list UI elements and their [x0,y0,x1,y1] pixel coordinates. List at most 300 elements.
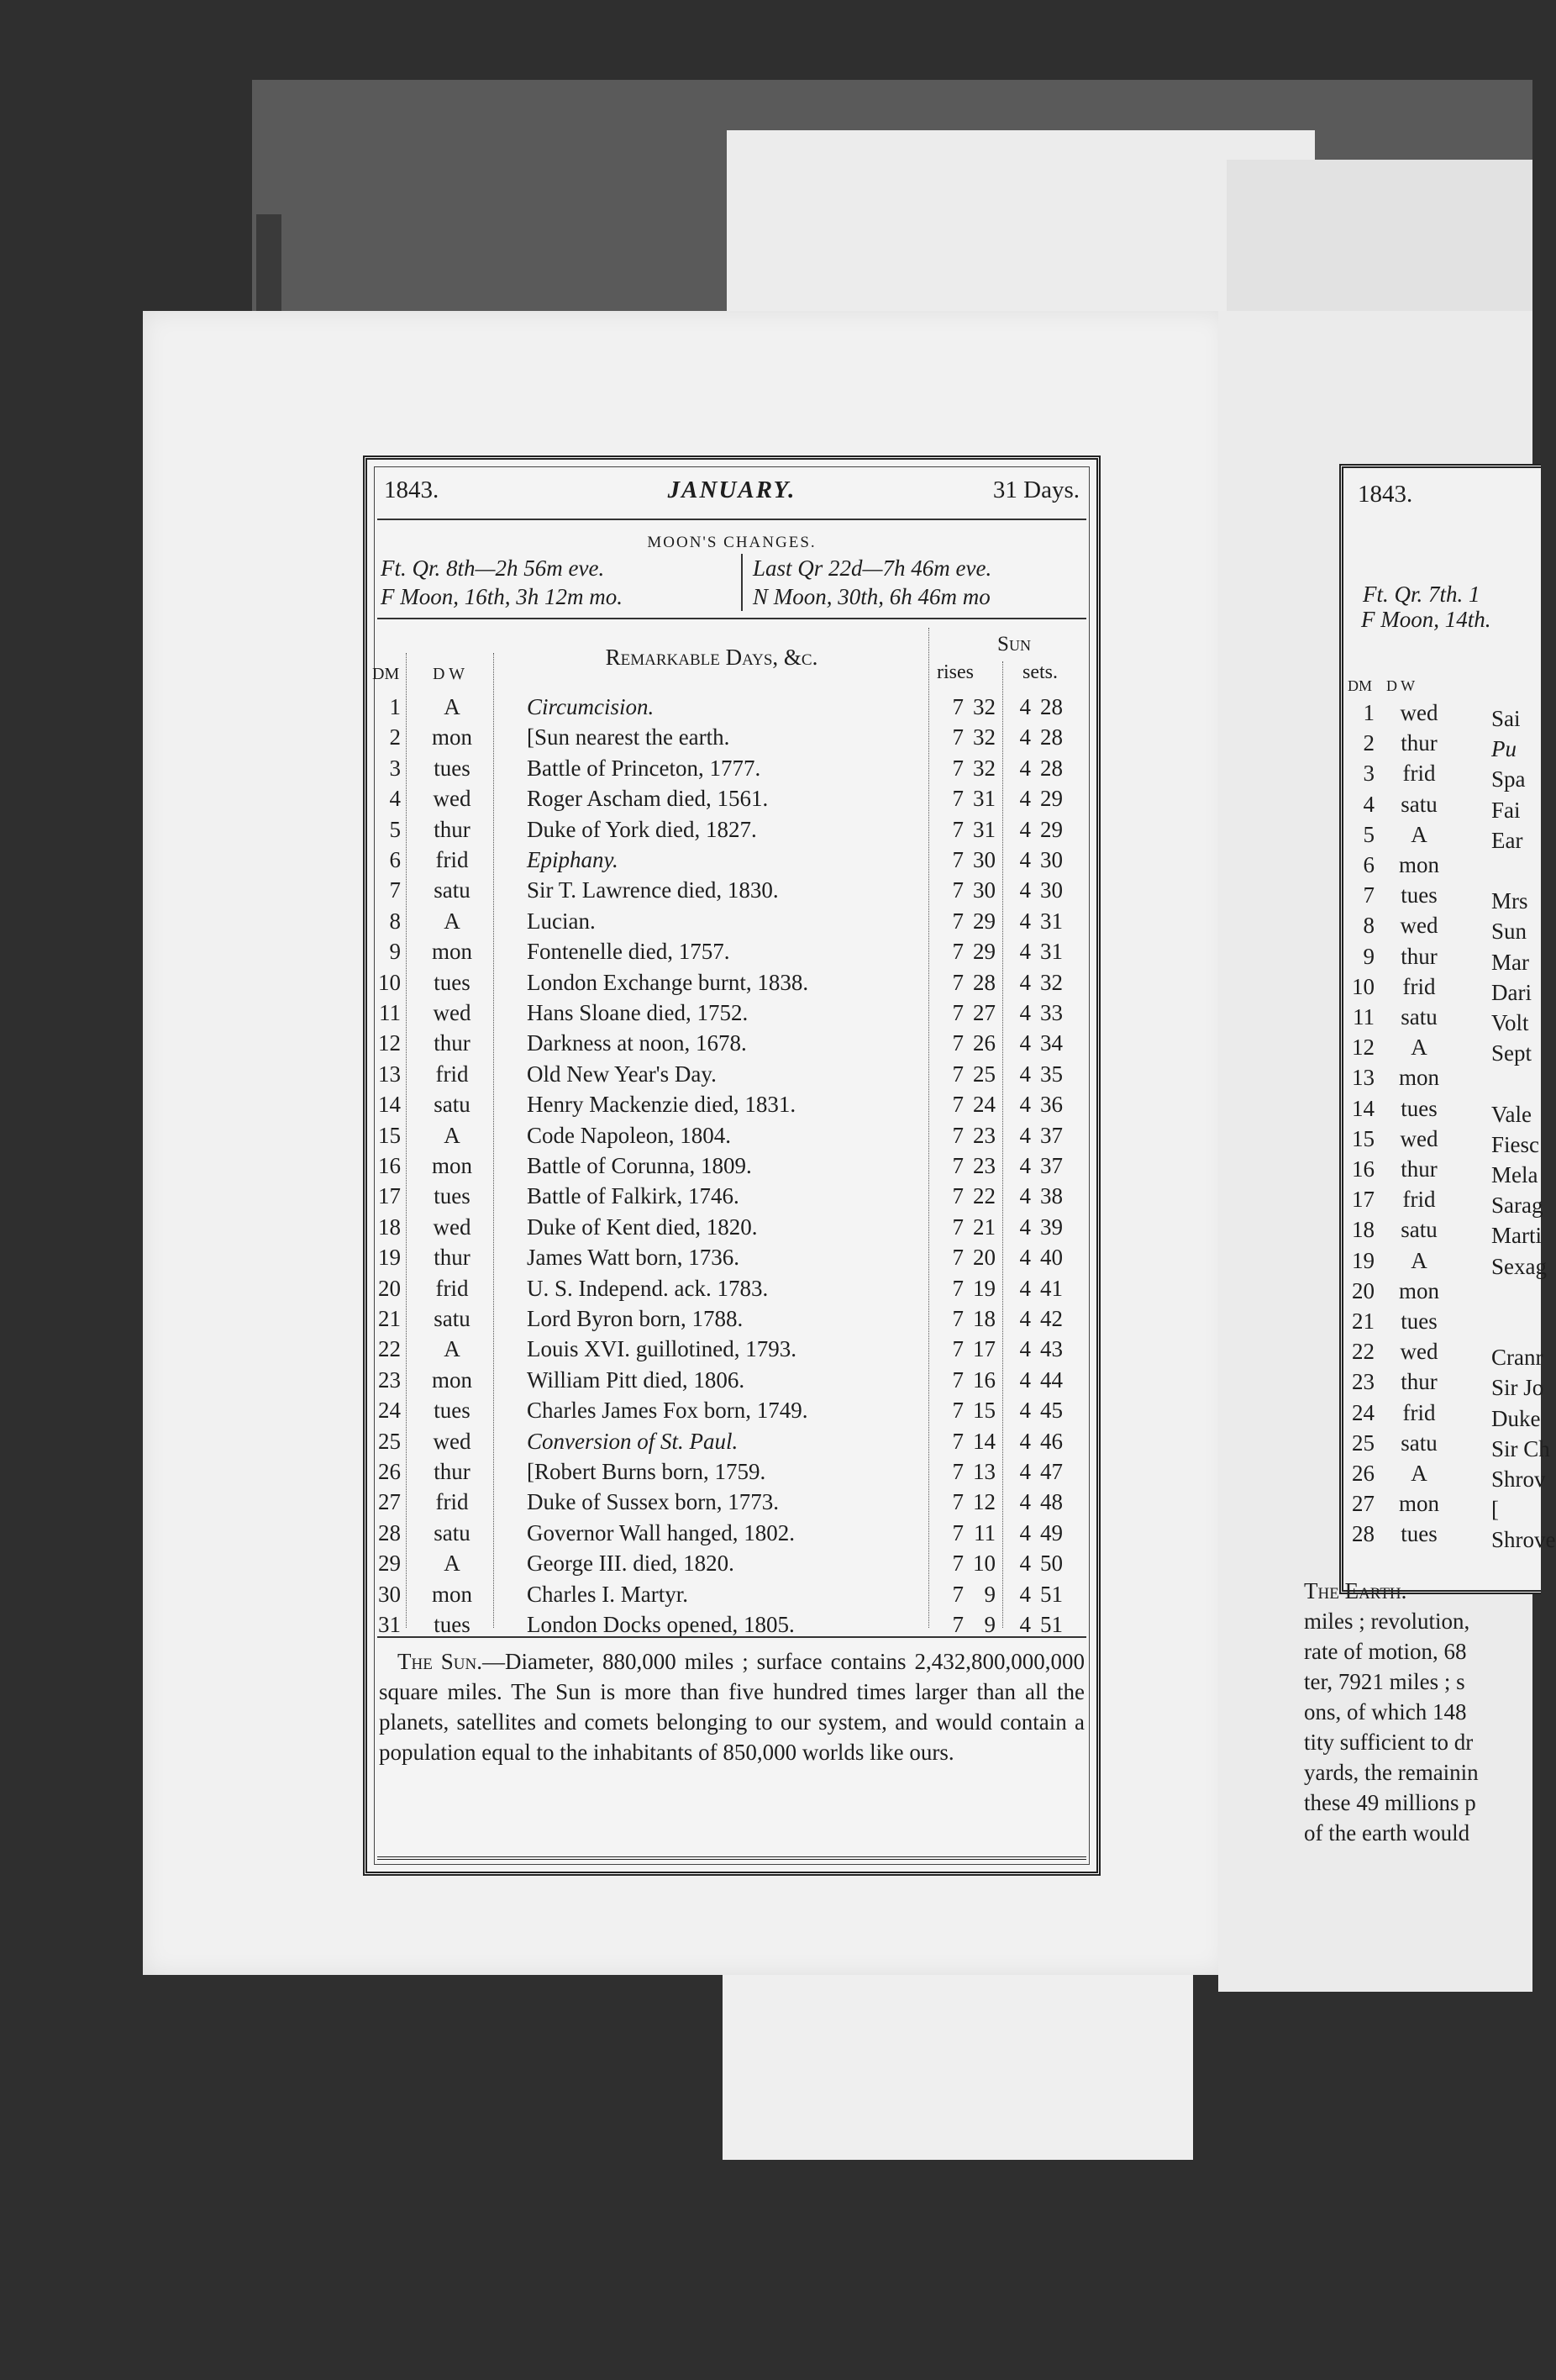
sun-sets-hour: 4 [1019,1061,1031,1087]
day-of-week: wed [433,1214,471,1240]
table-row [367,1426,1090,1456]
day-of-week: thur [1401,943,1438,969]
table-row [367,936,1090,966]
sun-rises-minute: 29 [973,939,996,965]
day-of-month: 20 [378,1275,401,1301]
right-col-head-dm: DM [1348,677,1373,694]
table-row [367,967,1090,998]
day-of-month: 5 [1363,821,1375,847]
sun-rises-minute: 9 [984,1612,996,1637]
day-of-month: 23 [1352,1369,1375,1395]
sun-rises-hour: 7 [952,1275,964,1301]
remarkable-day: Sarag [1491,1193,1543,1219]
right-moon-first-quarter: Ft. Qr. 7th. 1 [1363,582,1480,607]
sun-rises-minute: 23 [973,1122,996,1148]
day-of-week: thur [434,1030,470,1056]
table-row [367,1334,1090,1364]
day-of-week: satu [434,1306,470,1331]
remarkable-day: Dari [1491,979,1532,1005]
earth-note-line: ter, 7921 miles ; s [1304,1669,1465,1694]
sun-rises-hour: 7 [952,1336,964,1362]
table-row [367,1303,1090,1334]
remarkable-day: Battle of Corunna, 1809. [527,1153,752,1178]
sun-sets-minute: 28 [1040,724,1063,750]
earth-note-line: of the earth would [1304,1820,1470,1846]
sun-sets-hour: 4 [1019,1428,1031,1454]
sun-rises-hour: 7 [952,939,964,965]
sun-sets-hour: 4 [1019,786,1031,812]
sun-sets-minute: 47 [1040,1459,1063,1484]
day-of-month: 19 [378,1245,401,1271]
remarkable-day: Lord Byron born, 1788. [527,1306,744,1331]
sun-sets-hour: 4 [1019,1306,1031,1331]
right-moon-full: F Moon, 14th. [1361,607,1491,632]
sun-sets-minute: 28 [1040,755,1063,781]
sun-rises-minute: 14 [973,1428,996,1454]
sun-sets-minute: 31 [1040,939,1063,965]
table-row [367,1395,1090,1425]
sun-rises-hour: 7 [952,1061,964,1087]
sun-rises-minute: 21 [973,1214,996,1240]
sun-sets-minute: 44 [1040,1366,1063,1393]
day-of-week: A [444,1336,460,1362]
remarkable-day: Sir T. Lawrence died, 1830. [527,877,779,903]
day-of-month: 1 [1363,700,1375,725]
day-of-month: 25 [378,1428,401,1454]
binding-tab [256,214,281,315]
moon-changes-left [381,554,733,611]
table-row [367,845,1090,875]
day-of-month: 6 [389,847,401,872]
day-of-month: 29 [378,1551,401,1577]
sun-rises-minute: 11 [974,1519,996,1545]
day-of-week: frid [435,1275,469,1301]
sun-rises-hour: 7 [952,1214,964,1240]
day-of-week: frid [1402,973,1436,999]
table-row [367,1181,1090,1211]
sun-sets-hour: 4 [1019,877,1031,903]
table-row [367,1609,1090,1640]
table-row [367,1059,1090,1089]
remarkable-day: Cranr [1491,1345,1543,1371]
sun-rises-hour: 7 [952,1153,964,1178]
day-of-month: 4 [1363,791,1375,817]
day-of-week: satu [1401,1004,1438,1029]
table-row [367,1518,1090,1548]
col-head-dm: DM [372,665,400,683]
sun-sets-hour: 4 [1019,969,1031,995]
sun-rises-minute: 29 [973,908,996,934]
day-of-week: frid [1402,1399,1436,1425]
day-of-month: 13 [1352,1065,1375,1091]
col-head-rises: rises [937,661,974,683]
earth-note-line: The Earth.— [1304,1578,1430,1603]
sun-sets-minute: 43 [1040,1336,1063,1362]
day-of-week: satu [434,1519,470,1545]
remarkable-day: Roger Ascham died, 1561. [527,786,769,812]
day-of-week: tues [434,1398,470,1424]
day-of-month: 3 [1363,761,1375,787]
remarkable-day: Lucian. [527,908,596,934]
day-of-month: 31 [378,1612,401,1637]
remarkable-day: Charles I. Martyr. [527,1581,688,1607]
sun-rises-minute: 30 [973,847,996,872]
day-of-week: frid [1402,1187,1436,1213]
day-of-week: mon [431,1581,472,1607]
day-of-month: 21 [1352,1308,1375,1334]
remarkable-day: James Watt born, 1736. [527,1245,740,1271]
remarkable-day: Marti [1491,1223,1542,1249]
sun-sets-minute: 41 [1040,1275,1063,1301]
sun-sets-hour: 4 [1019,1245,1031,1271]
sun-rises-hour: 7 [952,1459,964,1484]
sun-rises-hour: 7 [952,1122,964,1148]
table-row [367,753,1090,783]
day-of-month: 27 [378,1489,401,1515]
sun-sets-minute: 30 [1040,847,1063,872]
remarkable-day: Darkness at noon, 1678. [527,1030,747,1056]
sun-sets-minute: 51 [1040,1612,1063,1637]
sun-rises-hour: 7 [952,877,964,903]
sun-sets-minute: 35 [1040,1061,1063,1087]
remarkable-day: Henry Mackenzie died, 1831. [527,1092,796,1118]
sun-rises-minute: 22 [973,1183,996,1209]
sun-rises-hour: 7 [952,1519,964,1545]
sun-sets-minute: 48 [1040,1489,1063,1515]
day-of-week: wed [1400,700,1438,725]
sun-rises-hour: 7 [952,1489,964,1515]
day-of-month: 14 [378,1092,401,1118]
remarkable-day: Epiphany. [527,847,618,872]
day-of-month: 18 [378,1214,401,1240]
day-of-week: wed [1400,913,1438,939]
day-of-month: 6 [1363,852,1375,877]
almanac-frame-january [363,455,1101,1876]
day-of-week: thur [1401,730,1438,756]
day-of-month: 7 [1363,882,1375,908]
sun-sets-hour: 4 [1019,1519,1031,1545]
sun-rises-minute: 24 [973,1092,996,1118]
day-of-week: A [444,908,460,934]
sun-rises-minute: 19 [973,1275,996,1301]
sun-rises-minute: 30 [973,877,996,903]
table-row [367,998,1090,1028]
sun-rises-hour: 7 [952,908,964,934]
moon-new: N Moon, 30th, 6h 46m mo [753,584,991,609]
sun-rises-minute: 32 [973,724,996,750]
day-of-week: mon [1398,852,1439,877]
table-row [367,1548,1090,1578]
table-row [367,1487,1090,1517]
sun-rises-hour: 7 [952,1306,964,1331]
sun-sets-hour: 4 [1019,1581,1031,1607]
right-year-label: 1843. [1358,481,1413,508]
sun-sets-hour: 4 [1019,1030,1031,1056]
sun-rises-minute: 32 [973,694,996,719]
sun-note-text: —Diameter, 880,000 miles ; surface contains 2,432,800,000,000 square miles. The Sun is more than five hundred times larger than all the planets, satellites and comets belonging to our system, and would contain a population equal to the inhabitants of 850,000 worlds like ours. [379,1649,1085,1765]
table-row [367,1212,1090,1242]
day-of-week: tues [434,1183,470,1209]
right-col-head-dw: D W [1386,677,1416,694]
sun-sets-minute: 45 [1040,1398,1063,1424]
day-of-month: 2 [389,724,401,750]
day-of-month: 24 [1352,1399,1375,1425]
table-row [367,1151,1090,1181]
day-of-month: 11 [379,1000,401,1025]
remarkable-day: Duke of Sussex born, 1773. [527,1489,779,1515]
remarkable-day: Governor Wall hanged, 1802. [527,1519,796,1545]
day-of-week: A [444,1122,460,1148]
day-of-week: thur [434,1459,470,1484]
day-of-week: mon [431,1366,472,1393]
remarkable-day: Fontenelle died, 1757. [527,939,730,965]
sun-rises-hour: 7 [952,724,964,750]
day-of-week: A [1411,1035,1427,1061]
moon-changes-right [741,554,1097,611]
remarkable-day: Mela [1491,1162,1538,1187]
day-of-month: 17 [378,1183,401,1209]
remarkable-day: Louis XVI. guillotined, 1793. [527,1336,796,1362]
sun-rises-minute: 10 [973,1551,996,1577]
sun-sets-minute: 31 [1040,908,1063,934]
moon-rule [377,618,1086,619]
remarkable-day: [Sun nearest the earth. [527,724,730,750]
day-of-week: satu [1401,791,1438,817]
sun-sets-minute: 29 [1040,816,1063,842]
sun-rises-minute: 32 [973,755,996,781]
day-of-month: 22 [1352,1339,1375,1365]
day-of-week: wed [433,1000,471,1025]
day-of-month: 22 [378,1336,401,1362]
table-row [367,906,1090,936]
sun-sets-minute: 32 [1040,969,1063,995]
month-title: JANUARY. [667,477,796,503]
day-of-week: satu [1401,1430,1438,1456]
table-bottom-rule [377,1636,1086,1638]
sun-sets-hour: 4 [1019,1551,1031,1577]
days-count: 31 Days. [992,477,1080,503]
day-of-week: mon [431,724,472,750]
remarkable-day: Vale [1491,1101,1532,1127]
table-row [367,875,1090,905]
earth-note-line: tity sufficient to dr [1304,1730,1474,1755]
earth-note [1304,1576,1532,1848]
bottom-double-rule [377,1856,1086,1860]
sun-rises-hour: 7 [952,1030,964,1056]
day-of-month: 18 [1352,1217,1375,1243]
day-of-month: 10 [378,969,401,995]
sun-sets-hour: 4 [1019,694,1031,719]
day-of-week: mon [1398,1065,1439,1091]
table-row [367,814,1090,845]
sun-sets-hour: 4 [1019,1275,1031,1301]
sun-rises-minute: 12 [973,1489,996,1515]
day-of-month: 15 [1352,1125,1375,1151]
day-of-month: 26 [1352,1461,1375,1486]
day-of-month: 1 [389,694,401,719]
sun-sets-hour: 4 [1019,1612,1031,1637]
day-of-week: thur [434,816,470,842]
remarkable-day: Sexag [1491,1253,1547,1279]
sun-sets-hour: 4 [1019,1336,1031,1362]
sun-sets-minute: 28 [1040,694,1063,719]
day-of-month: 27 [1352,1491,1375,1517]
sun-rises-hour: 7 [952,1245,964,1271]
sun-sets-minute: 40 [1040,1245,1063,1271]
remarkable-day: Duke [1491,1405,1541,1431]
day-of-week: thur [1401,1369,1438,1395]
sun-sets-hour: 4 [1019,908,1031,934]
col-head-sun: Sun [997,633,1031,656]
sun-sets-hour: 4 [1019,755,1031,781]
remarkable-day: Battle of Princeton, 1777. [527,755,761,781]
remarkable-day: Duke of Kent died, 1820. [527,1214,758,1240]
sun-sets-minute: 50 [1040,1551,1063,1577]
remarkable-day: Volt [1491,1010,1529,1035]
sun-sets-hour: 4 [1019,1398,1031,1424]
sun-rises-hour: 7 [952,1428,964,1454]
remarkable-day: London Docks opened, 1805. [527,1612,795,1637]
remarkable-day: Sept [1491,1040,1532,1066]
sun-sets-minute: 46 [1040,1428,1063,1454]
remarkable-day: Circumcision. [527,694,654,719]
sun-sets-minute: 39 [1040,1214,1063,1240]
sun-rises-minute: 18 [973,1306,996,1331]
remarkable-day: London Exchange burnt, 1838. [527,969,809,995]
day-of-month: 2 [1363,730,1375,756]
sun-rises-hour: 7 [952,755,964,781]
sun-sets-hour: 4 [1019,1459,1031,1484]
sun-rises-minute: 31 [973,816,996,842]
sun-sets-minute: 36 [1040,1092,1063,1118]
day-of-week: A [1411,1247,1427,1273]
year-label: 1843. [384,477,439,503]
remarkable-day: Code Napoleon, 1804. [527,1122,731,1148]
day-of-month: 30 [378,1581,401,1607]
day-of-month: 21 [378,1306,401,1331]
sun-rises-hour: 7 [952,1612,964,1637]
day-of-month: 28 [378,1519,401,1545]
sun-sets-hour: 4 [1019,1000,1031,1025]
day-of-month: 17 [1352,1187,1375,1213]
table-row [367,1579,1090,1609]
day-of-week: tues [434,969,470,995]
sun-sets-minute: 42 [1040,1306,1063,1331]
day-of-month: 28 [1352,1521,1375,1547]
remarkable-day: George III. died, 1820. [527,1551,734,1577]
sun-sets-hour: 4 [1019,847,1031,872]
sun-rises-hour: 7 [952,969,964,995]
sun-sets-minute: 29 [1040,786,1063,812]
table-row [367,1456,1090,1487]
sun-rises-hour: 7 [952,1183,964,1209]
day-of-week: tues [434,1612,470,1637]
day-of-month: 12 [378,1030,401,1056]
remarkable-day: Duke of York died, 1827. [527,816,757,842]
col-head-dw: D W [433,665,465,683]
header-rule [377,519,1086,520]
sun-sets-hour: 4 [1019,1122,1031,1148]
sun-sets-minute: 38 [1040,1183,1063,1209]
day-of-week: mon [1398,1277,1439,1303]
earth-note-line: ons, of which 148 [1304,1699,1467,1724]
day-of-week: mon [431,1153,472,1178]
day-of-month: 9 [1363,943,1375,969]
sun-sets-hour: 4 [1019,1183,1031,1209]
remarkable-day: Battle of Falkirk, 1746. [527,1183,739,1209]
day-of-month: 10 [1352,973,1375,999]
table-row [367,1273,1090,1303]
remarkable-day: Fai [1491,797,1521,823]
day-of-month: 11 [1353,1004,1375,1029]
sun-sets-minute: 34 [1040,1030,1063,1056]
sun-rises-hour: 7 [952,786,964,812]
moon-full: F Moon, 16th, 3h 12m mo. [381,584,623,609]
day-of-month: 24 [378,1398,401,1424]
remarkable-day: Old New Year's Day. [527,1061,717,1087]
remarkable-day: Fiesc [1491,1131,1539,1157]
remarkable-day: Shrove [1491,1527,1556,1553]
sun-rises-hour: 7 [952,1581,964,1607]
day-of-month: 9 [389,939,401,965]
day-of-week: wed [433,1428,471,1454]
day-of-week: A [444,1551,460,1577]
sun-rises-hour: 7 [952,1366,964,1393]
sun-rises-hour: 7 [952,816,964,842]
remarkable-day: Sir Jo [1491,1375,1544,1401]
day-of-week: satu [434,877,470,903]
remarkable-day: [ [1491,1497,1499,1523]
sun-sets-hour: 4 [1019,1214,1031,1240]
sun-rises-minute: 9 [984,1581,996,1607]
remarkable-day: Sir Ch [1491,1435,1550,1461]
sun-rises-hour: 7 [952,1551,964,1577]
page-header [384,477,1080,512]
remarkable-day: Mrs [1491,888,1528,914]
remarkable-day: Conversion of St. Paul. [527,1428,739,1454]
col-head-sets: sets. [1022,661,1058,683]
day-of-week: mon [431,939,472,965]
table-row [367,783,1090,814]
earth-note-line: these 49 millions p [1304,1790,1476,1815]
table-row [367,692,1090,722]
day-of-month: 23 [378,1366,401,1393]
sun-rises-hour: 7 [952,1092,964,1118]
remarkable-day: Shrov [1491,1466,1546,1492]
remarkable-day: U. S. Independ. ack. 1783. [527,1275,769,1301]
table-row [367,1089,1090,1119]
moon-first-quarter: Ft. Qr. 8th—2h 56m eve. [381,556,605,581]
day-of-month: 19 [1352,1247,1375,1273]
day-of-month: 20 [1352,1277,1375,1303]
earth-note-line: miles ; revolution, [1304,1609,1470,1634]
remarkable-day: Mar [1491,949,1529,975]
sun-sets-minute: 30 [1040,877,1063,903]
sun-rises-minute: 25 [973,1061,996,1087]
sun-rises-minute: 26 [973,1030,996,1056]
sun-rises-hour: 7 [952,1000,964,1025]
day-of-month: 3 [389,755,401,781]
day-of-month: 13 [378,1061,401,1087]
earth-note-line: yards, the remainin [1304,1760,1479,1785]
sun-rises-minute: 27 [973,1000,996,1025]
day-of-month: 16 [378,1153,401,1178]
day-of-week: thur [434,1245,470,1271]
sun-rises-minute: 17 [973,1336,996,1362]
sun-rises-minute: 15 [973,1398,996,1424]
sun-sets-hour: 4 [1019,816,1031,842]
remarkable-day: Hans Sloane died, 1752. [527,1000,749,1025]
